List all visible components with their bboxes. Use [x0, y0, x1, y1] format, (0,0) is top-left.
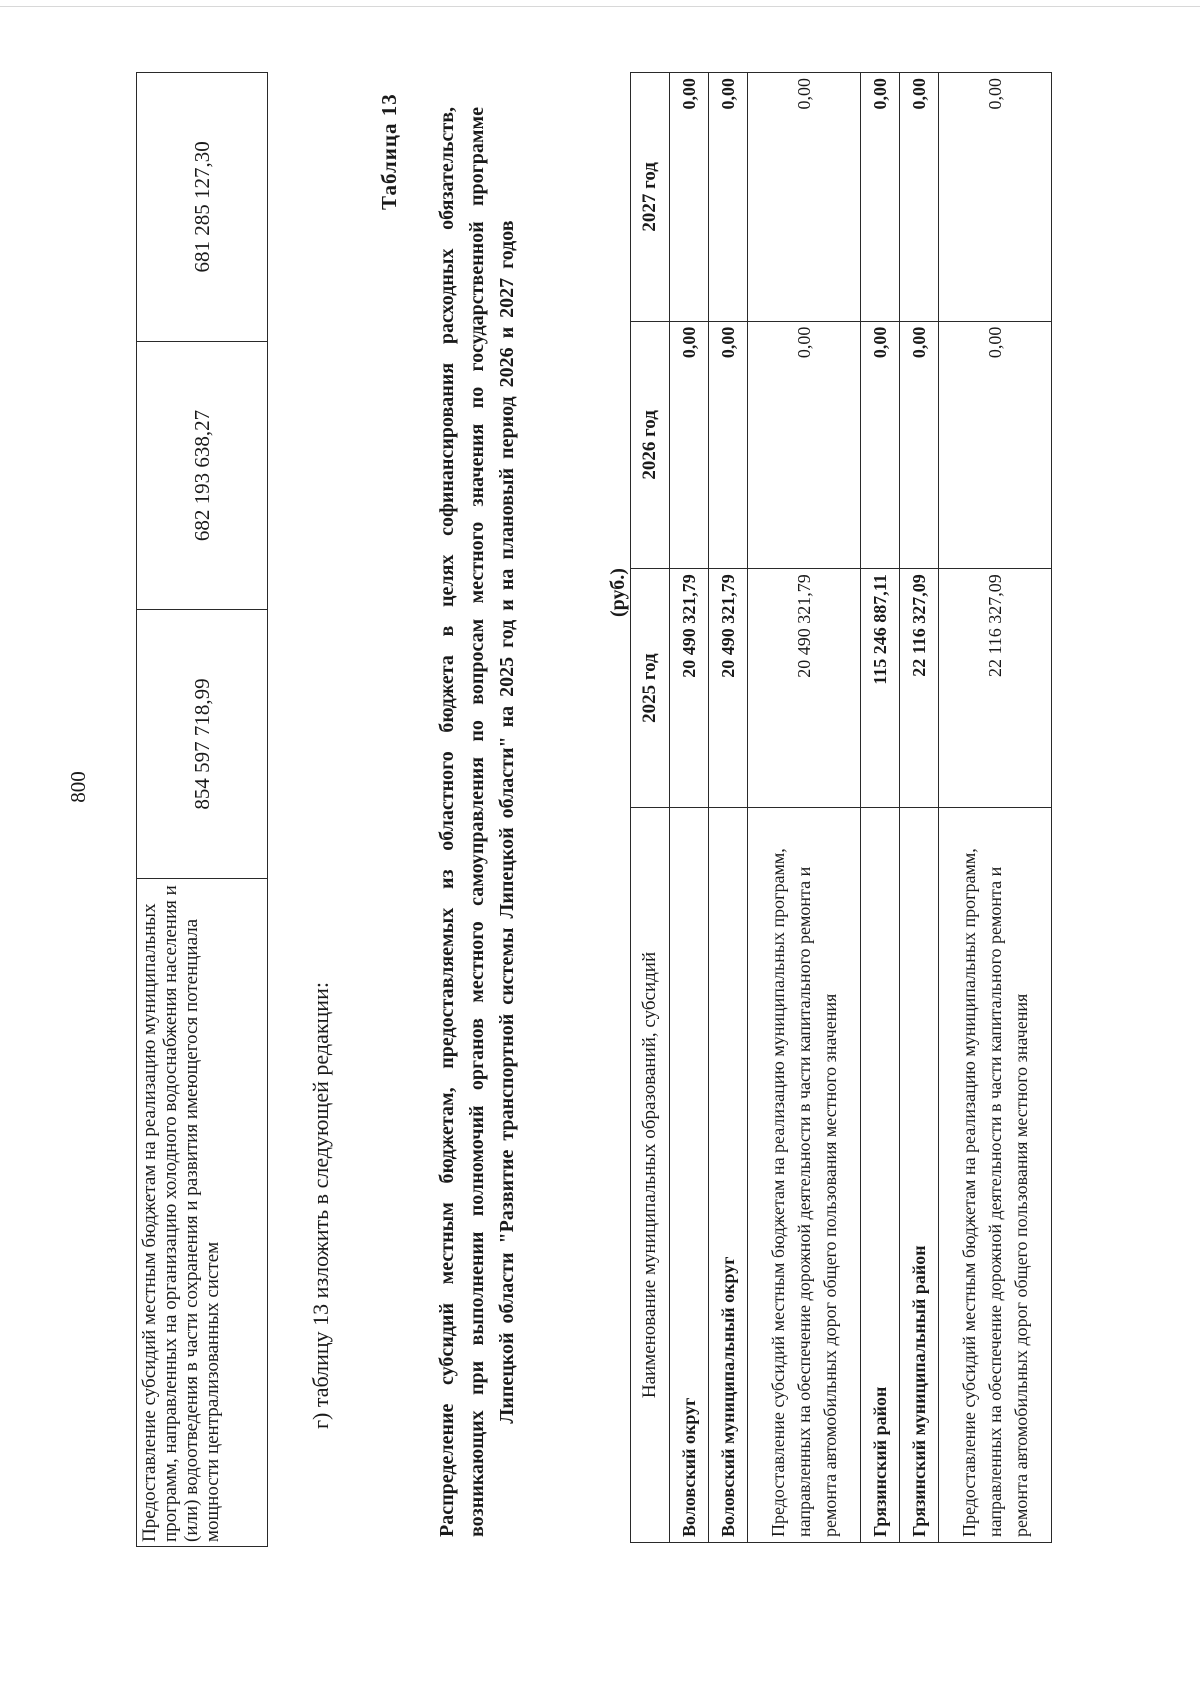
table-row [748, 73, 861, 1543]
header-2027: 2027 год [631, 73, 670, 322]
table-heading: Распределение субсидий местным бюджетам, предоставляемых из областного бюджета в целях софинансирования расходных обязательств, возникающих при выполнении полномочий органов местного самоуправления по вопросам местного значения по государственной программе Липецкой области "Развитие транспортной системы Липецкой области" на 2025 год и на плановый период 2026 и 2027 годов [436, 107, 518, 1537]
table-row [137, 73, 268, 1547]
table-row [900, 73, 939, 1543]
table-row [939, 73, 1052, 1543]
row-name: Воловский округ [670, 808, 709, 1543]
row-name: Грязинский район [861, 808, 900, 1543]
row-2026: 0,00 [861, 321, 900, 569]
table-label: Таблица 13 [377, 93, 401, 210]
header-name: Наименование муниципальных образований, субсидий [631, 808, 670, 1543]
table-header-row [631, 73, 670, 1543]
row-2025: 20 490 321,79 [709, 569, 748, 808]
header-2026: 2026 год [631, 321, 670, 569]
row-2027: 0,00 [709, 73, 748, 322]
row-2026: 0,00 [900, 321, 939, 569]
row-2026: 0,00 [939, 321, 1052, 569]
row-2027: 0,00 [861, 73, 900, 322]
table-row [670, 73, 709, 1543]
row-name: Воловский муниципальный округ [709, 808, 748, 1543]
value-2025: 854 597 718,99 [137, 610, 268, 879]
previous-table-fragment [136, 72, 268, 1547]
row-2027: 0,00 [748, 73, 861, 322]
table-row [709, 73, 748, 1543]
table-row [861, 73, 900, 1543]
value-2026: 682 193 638,27 [137, 341, 268, 610]
row-2025: 22 116 327,09 [900, 569, 939, 808]
row-2025: 20 490 321,79 [748, 569, 861, 808]
row-2026: 0,00 [670, 321, 709, 569]
page-number: 800 [66, 771, 90, 803]
row-2026: 0,00 [748, 321, 861, 569]
row-2027: 0,00 [939, 73, 1052, 322]
header-2025: 2025 год [631, 569, 670, 808]
row-2025: 115 246 887,11 [861, 569, 900, 808]
row-name: Предоставление субсидий местным бюджетам на реализацию муниципальных программ, направленных на обеспечение дорожной деятельности в части капитального ремонта и ремонта автомобильных дорог общего пользования местного значения [939, 808, 1052, 1543]
row-2025: 22 116 327,09 [939, 569, 1052, 808]
row-name: Грязинский муниципальный район [900, 808, 939, 1543]
value-2027: 681 285 127,30 [137, 73, 268, 342]
subsidy-description: Предоставление субсидий местным бюджетам на реализацию муниципальных программ, направленных на организацию холодного водоснабжения населения и (или) водоотведения в части сохранения и развития имеющегося потенциала мощности централизованных систем [137, 878, 268, 1546]
currency-unit: (руб.) [607, 568, 629, 617]
row-2027: 0,00 [670, 73, 709, 322]
row-2027: 0,00 [900, 73, 939, 322]
row-2025: 20 490 321,79 [670, 569, 709, 808]
amendment-instruction: г) таблицу 13 изложить в следующей редакции: [308, 982, 333, 1429]
table-13 [630, 72, 1052, 1543]
row-2026: 0,00 [709, 321, 748, 569]
row-name: Предоставление субсидий местным бюджетам на реализацию муниципальных программ, направленных на обеспечение дорожной деятельности в части капитального ремонта и ремонта автомобильных дорог общего пользования местного значения [748, 808, 861, 1543]
